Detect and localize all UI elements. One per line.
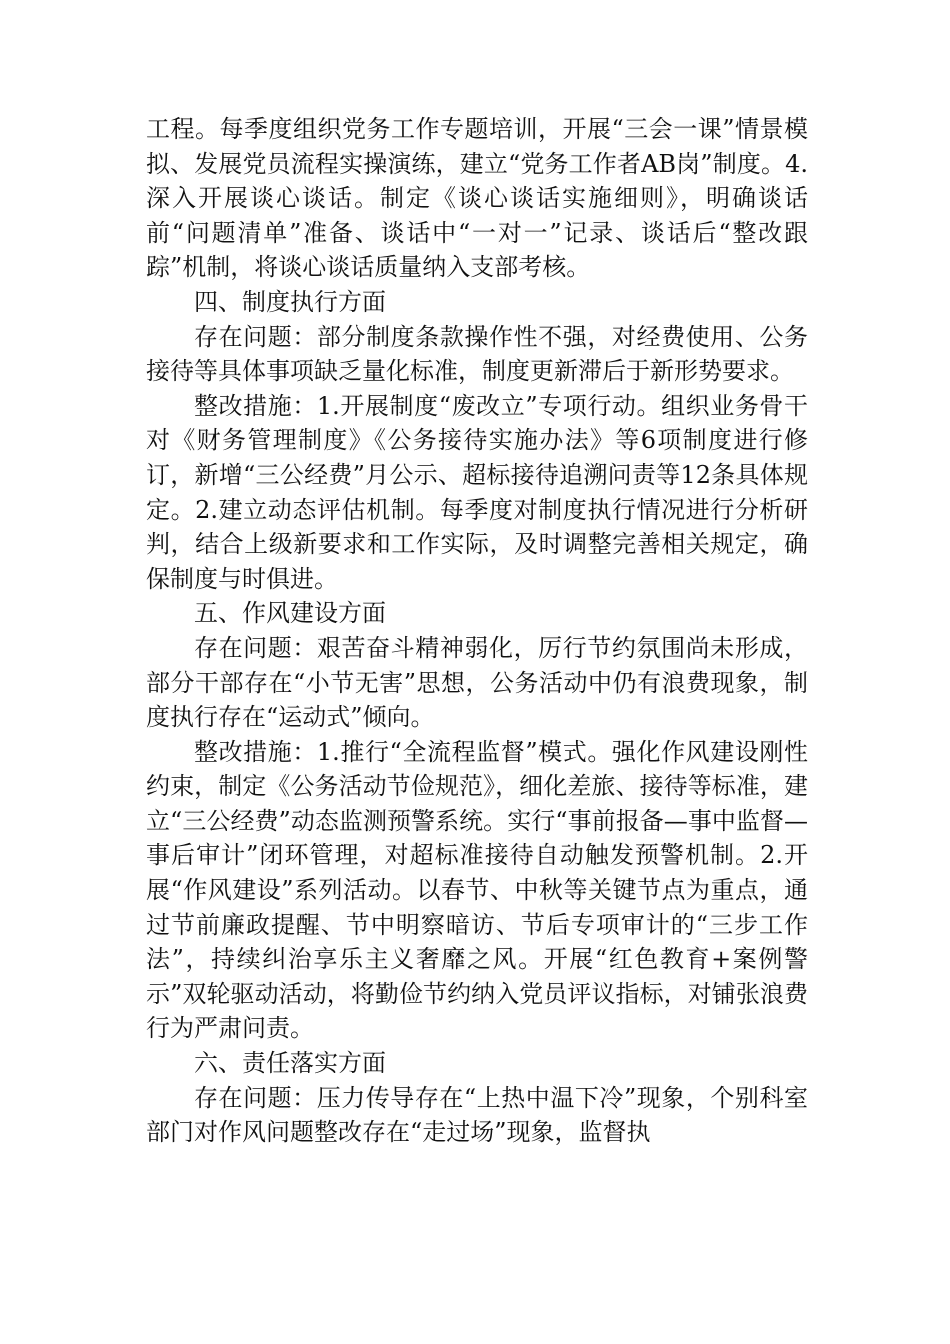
section-heading-institution: 四、制度执行方面 <box>194 287 386 316</box>
section-problem-responsibility: 存在问题：压力传导存在“上热中温下冷”现象，个别科室部门对作风问题整改存在“走过场”现象，监督执 <box>146 1083 808 1147</box>
section-heading-responsibility: 六、责任落实方面 <box>194 1049 386 1078</box>
section-measures-institution: 整改措施：1.开展制度“废改立”专项行动。组织业务骨干对《财务管理制度》《公务接待实施办法》等6项制度进行修订，新增“三公经费”月公示、超标接待追溯问责等12条具体规定。2.建立动态评估机制。每季度对制度执行情况进行分析研判，结合上级新要求和工作实际，及时调整完善相关规定，确保制度与时俱进。 <box>146 391 808 593</box>
document-body <box>146 112 808 1150</box>
section-problem-institution: 存在问题：部分制度条款操作性不强，对经费使用、公务接待等具体事项缺乏量化标准，制度更新滞后于新形势要求。 <box>146 322 808 386</box>
section-problem-work-style: 存在问题：艰苦奋斗精神弱化，厉行节约氛围尚未形成，部分干部存在“小节无害”思想，公务活动中仍有浪费现象，制度执行存在“运动式”倾向。 <box>146 633 808 732</box>
continuation-paragraph: 工程。每季度组织党务工作专题培训，开展“三会一课”情景模拟、发展党员流程实操演练，建立“党务工作者AB岗”制度。4.深入开展谈心谈话。制定《谈心谈话实施细则》，明确谈话前“问题清单”准备、谈话中“一对一”记录、谈话后“整改跟踪”机制，将谈心谈话质量纳入支部考核。 <box>146 115 808 282</box>
section-measures-work-style: 整改措施：1.推行“全流程监督”模式。强化作风建设刚性约束，制定《公务活动节俭规范》，细化差旅、接待等标准，建立“三公经费”动态监测预警系统。实行“事前报备—事中监督—事后审计”闭环管理，对超标准接待自动触发预警机制。2.开展“作风建设”系列活动。以春节、中秋等关键节点为重点，通过节前廉政提醒、节中明察暗访、节后专项审计的“三步工作法”，持续纠治享乐主义奢靡之风。开展“红色教育+案例警示”双轮驱动活动，将勤俭节约纳入党员评议指标，对铺张浪费行为严肃问责。 <box>146 737 808 1043</box>
section-heading-work-style: 五、作风建设方面 <box>194 599 386 628</box>
